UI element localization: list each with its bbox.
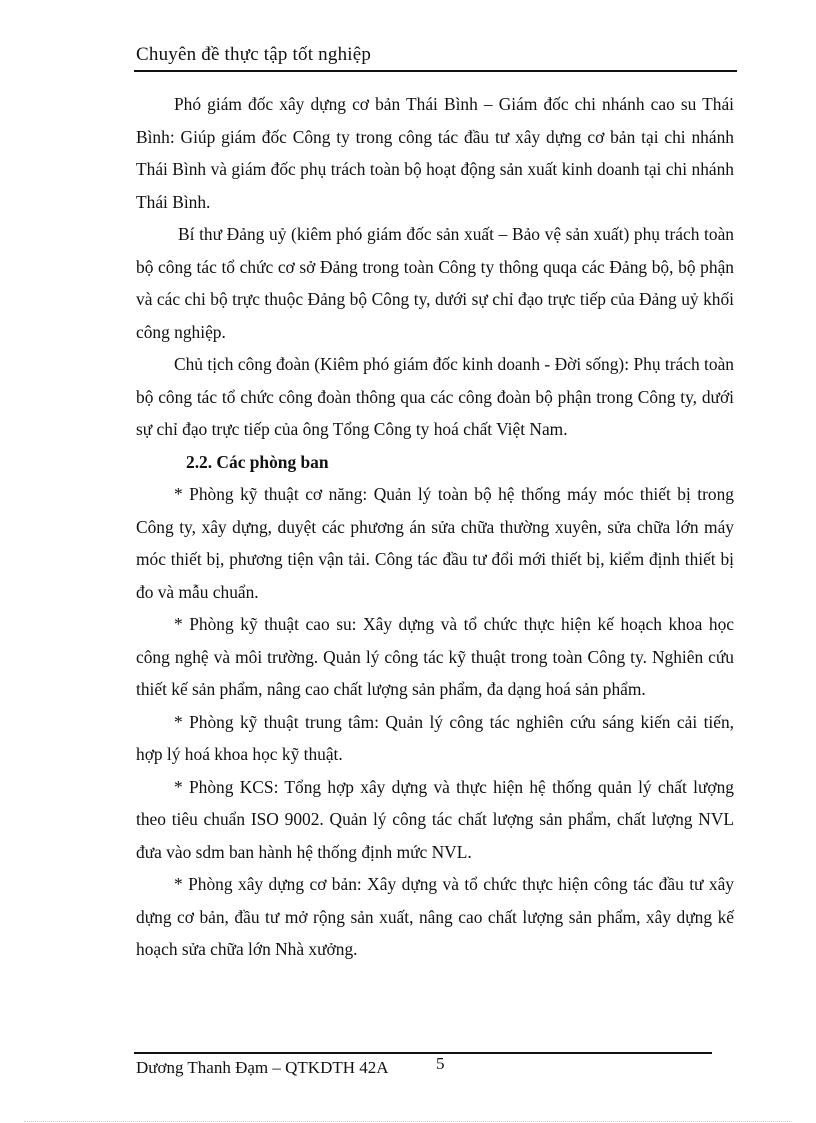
header-rule [134,70,737,72]
footer-author: Dương Thanh Đạm – QTKDTH 42A [136,1058,389,1077]
paragraph-party-secretary: Bí thư Đảng uỷ (kiêm phó giám đốc sản xuất – Bảo vệ sản xuất) phụ trách toàn bộ công tác tổ chức cơ sở Đảng trong toàn Công ty thông quqa các Đảng bộ, bộ phận và các chi bộ trực thuộc Đảng bộ Công ty, dưới sự chỉ đạo trực tiếp của Đảng uỷ khối công nghiệp. [136,224,734,342]
paragraph-central-technical-department: * Phòng kỹ thuật trung tâm: Quản lý công tác nghiên cứu sáng kiến cải tiến, hợp lý hoá khoa học kỹ thuật. [136,711,734,764]
paragraph-rubber-technical-department: * Phòng kỹ thuật cao su: Xây dựng và tổ chức thực hiện kế hoạch khoa học công nghệ và môi trường. Quản lý công tác kỹ thuật trong toàn Công ty. Nghiên cứu thiết kế sản phẩm, nâng cao chất lượng sản phẩm, đa dạng hoá sản phẩm. [136,614,734,699]
page-number: 5 [436,1054,445,1073]
paragraph-mechanical-department: * Phòng kỹ thuật cơ năng: Quản lý toàn bộ hệ thống máy móc thiết bị trong Công ty, xây dựng, duyệt các phương án sửa chữa thường xuyên, sửa chữa lớn máy móc thiết bị, phương tiện vận tải. Công tác đầu tư đổi mới thiết bị, kiểm định thiết bị đo và mẫu chuẩn. [136,484,734,602]
section-heading-departments: 2.2. Các phòng ban [186,451,329,472]
document-body [136,88,734,966]
page-edge [24,1121,792,1122]
paragraph-union-chairman: Chủ tịch công đoàn (Kiêm phó giám đốc kinh doanh - Đời sống): Phụ trách toàn bộ công tác tổ chức công đoàn thông qua các công đoàn bộ phận trong Công ty, dưới sự chỉ đạo trực tiếp của ông Tổng Công ty hoá chất Việt Nam. [136,354,734,439]
footer-rule [134,1052,712,1054]
header-title: Chuyên đề thực tập tốt nghiệp [136,44,372,65]
paragraph-kcs-department: * Phòng KCS: Tổng hợp xây dựng và thực hiện hệ thống quản lý chất lượng theo tiêu chuẩn ISO 9002. Quản lý công tác chất lượng sản phẩm, chất lượng NVL đưa vào sdm ban hành hệ thống định mức NVL. [136,776,734,862]
paragraph-deputy-director-construction: Phó giám đốc xây dựng cơ bản Thái Bình – Giám đốc chi nhánh cao su Thái Bình: Giúp giám đốc Công ty trong công tác đầu tư xây dựng cơ bản tại chi nhánh Thái Bình và giám đốc phụ trách toàn bộ hoạt động sản xuất kinh doanh tại chi nhánh Thái Bình. [136,94,734,212]
paragraph-construction-department: * Phòng xây dựng cơ bản: Xây dựng và tổ chức thực hiện công tác đầu tư xây dựng cơ bản, đầu tư mở rộng sản xuất, nâng cao chất lượng sản phẩm, xây dựng kế hoạch sửa chữa lớn Nhà xưởng. [136,874,734,959]
